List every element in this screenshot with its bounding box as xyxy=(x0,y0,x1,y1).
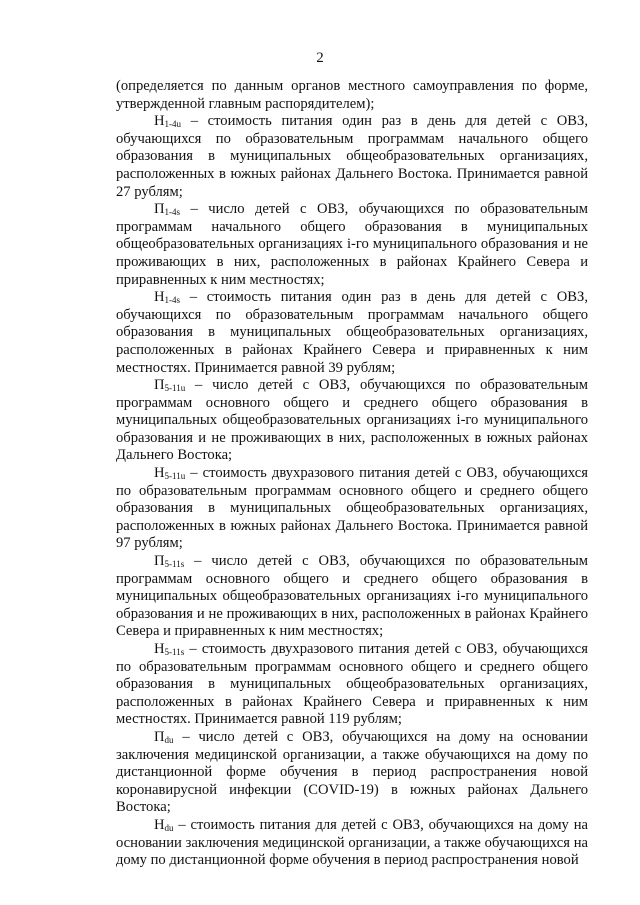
definition-paragraph xyxy=(116,553,588,641)
definition-paragraph xyxy=(116,377,588,465)
definition-paragraph xyxy=(116,641,588,729)
definition-paragraph xyxy=(116,465,588,553)
formula-symbol: $Н_{5-11u}$ xyxy=(154,465,186,482)
document-body xyxy=(116,78,588,870)
formula-symbol: $П_{5-11s}$ xyxy=(154,553,185,570)
paragraph-continuation xyxy=(116,78,588,113)
page-number: 2 xyxy=(316,50,324,66)
paragraph-text: – число детей с ОВЗ, обучающихся на дому на основании заключения медицинской организации, а также обучающихся на дому по дистанционной форме обучения в период распространения новой коронавирусной инфекции (COVID-19) в южных районах Дальнего Востока; xyxy=(116,728,588,816)
formula-symbol: $Н_{1-4s}$ xyxy=(154,289,181,306)
formula-symbol: $Н_{5-11s}$ xyxy=(154,641,185,657)
paragraph-text: – стоимость двухразового питания детей с ОВЗ, обучающихся по образовательным программам основного общего и среднего общего образования в муниципальных общеобразовательных организациях, расположенных в южных районах Дальнего Востока. Принимается равной 97 рублям; xyxy=(116,465,588,552)
paragraph-text: – число детей с ОВЗ, обучающихся по образовательным программам основного общего и среднего общего образования в муниципальных общеобразовательных организациях i-го муниципального образования и не проживающих в них, расположенных в южных районах Дальнего Востока; xyxy=(116,377,588,464)
formula-symbol: $П_{du}$ xyxy=(154,728,174,745)
paragraph-text: – стоимость питания один раз в день для детей с ОВЗ, обучающихся по образовательным программам начального общего образования в муниципальных общеобразовательных организациях, расположенных в южных районах Дальнего Востока. Принимается равной 27 рублям; xyxy=(116,113,588,200)
paragraph-text: – стоимость двухразового питания детей с ОВЗ, обучающихся по образовательным программам основного общего и среднего общего образования в муниципальных общеобразовательных организациях, расположенных в районах Крайнего Севера и приравненных к ним местностях. Принимается равной 119 рублям; xyxy=(116,641,588,728)
paragraph-text: – число детей с ОВЗ, обучающихся по образовательным программам основного общего и среднего общего образования в муниципальных общеобразовательных организациях i-го муниципального образования и не проживающих в них, расположенных в районах Крайнего Севера и приравненных к ним местностях; xyxy=(116,553,588,640)
definition-paragraph xyxy=(116,113,588,201)
definition-paragraph xyxy=(116,729,588,817)
definition-paragraph xyxy=(116,201,588,289)
definition-paragraph xyxy=(116,817,588,870)
formula-symbol: $П_{1-4s}$ xyxy=(154,201,181,218)
paragraph-text: – стоимость питания один раз в день для детей с ОВЗ, обучающихся по образовательным программам начального общего образования в муниципальных общеобразовательных организациях, расположенных в районах Крайнего Севера и приравненных к ним местностях. Принимается равной 39 рублям; xyxy=(116,289,588,376)
paragraph-text: – стоимость питания для детей с ОВЗ, обучающихся на дому на основании заключения медицинской организации, а также обучающихся на дому по дистанционной форме обучения в период распространения новой xyxy=(116,816,588,869)
formula-symbol: $П_{5-11u}$ xyxy=(154,377,186,394)
formula-symbol: $Н_{1-4u}$ xyxy=(154,113,182,130)
formula-symbol: $Н_{du}$ xyxy=(154,816,174,833)
paragraph-text: – число детей с ОВЗ, обучающихся по образовательным программам начального общего образования в муниципальных общеобразовательных организациях i-го муниципального образования и не проживающих в них, расположенных в районах Крайнего Севера и приравненных к ним местностях; xyxy=(116,201,588,288)
paragraph-text: (определяется по данным органов местного самоуправления по форме, утвержденной главным распорядителем); xyxy=(116,78,588,112)
definition-paragraph xyxy=(116,289,588,377)
